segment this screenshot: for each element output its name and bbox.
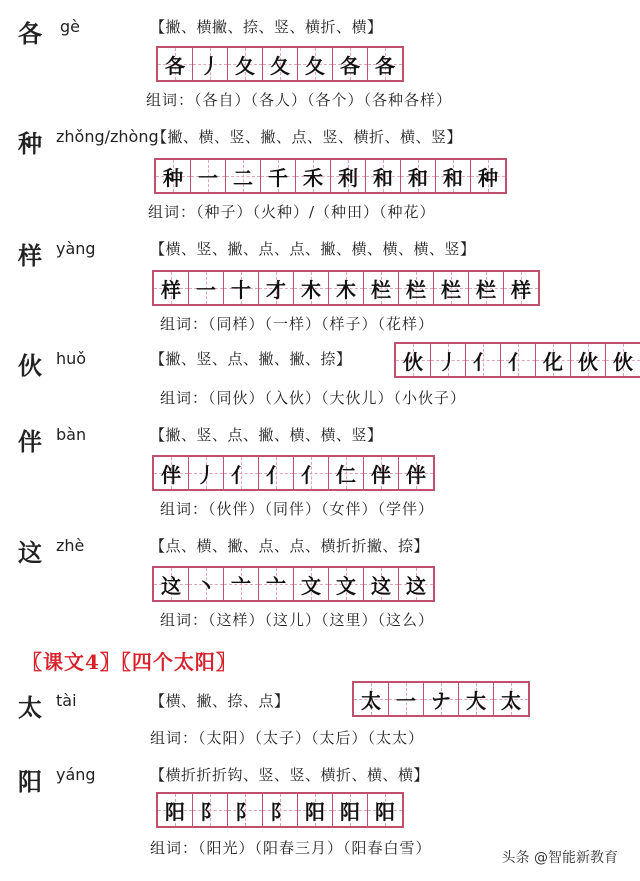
stroke-grid [156, 46, 404, 82]
stroke-cell: 亻 [501, 344, 536, 376]
stroke-cell: 阝 [263, 794, 298, 826]
stroke-cell: 丶 [189, 568, 224, 600]
stroke-cell: 和 [401, 160, 436, 192]
stroke-cell: 亠 [259, 568, 294, 600]
stroke-cell: 十 [224, 272, 259, 304]
stroke-cell: 伴 [364, 457, 399, 489]
headword: 伴 [18, 427, 42, 456]
stroke-order: 【撇、横撇、捺、竖、横折、横】 [150, 18, 383, 36]
stroke-cell: 丿 [193, 48, 228, 80]
word-list: 组词：（同样）（一样）（样子）（花样） [160, 315, 435, 333]
stroke-grid [394, 342, 640, 378]
stroke-order: 【撇、横、竖、撇、点、竖、横折、横、竖】 [152, 128, 463, 146]
stroke-cell: 太 [494, 683, 528, 715]
stroke-cell: 千 [261, 160, 296, 192]
word-list: 组词：（太阳）（太子）（太后）（太太） [150, 729, 425, 747]
stroke-grid [152, 270, 540, 306]
stroke-cell: 亻 [466, 344, 501, 376]
stroke-cell: 栏 [399, 272, 434, 304]
stroke-cell: 伴 [154, 457, 189, 489]
stroke-cell: 栏 [364, 272, 399, 304]
stroke-cell: 亻 [224, 457, 259, 489]
stroke-cell: 仁 [329, 457, 364, 489]
stroke-cell: 化 [536, 344, 571, 376]
stroke-cell: 栏 [434, 272, 469, 304]
stroke-grid [152, 455, 435, 491]
pinyin: zhǒng/zhòng [56, 127, 159, 146]
stroke-cell: 这 [364, 568, 399, 600]
stroke-cell: 各 [158, 48, 193, 80]
headword: 各 [18, 19, 42, 48]
stroke-cell: 大 [459, 683, 494, 715]
stroke-cell: 才 [259, 272, 294, 304]
stroke-cell: 阳 [158, 794, 193, 826]
stroke-cell: 亠 [224, 568, 259, 600]
stroke-order: 【点、横、撇、点、点、横折折撇、捺】 [150, 537, 430, 555]
stroke-cell: 文 [294, 568, 329, 600]
pinyin: gè [60, 17, 80, 36]
stroke-cell: 亻 [259, 457, 294, 489]
stroke-cell: 伙 [571, 344, 606, 376]
stroke-cell: 夂 [263, 48, 298, 80]
stroke-cell: 样 [504, 272, 538, 304]
stroke-cell: 禾 [296, 160, 331, 192]
stroke-grid [152, 566, 435, 602]
stroke-cell: 阳 [333, 794, 368, 826]
pinyin: yàng [56, 239, 96, 258]
stroke-order: 【横、撇、捺、点】 [150, 692, 290, 710]
lesson-heading: 〖课文4〗〖四个太阳〗 [22, 650, 237, 674]
stroke-order: 【撇、竖、点、撇、撇、捺】 [150, 350, 352, 368]
stroke-cell: 种 [156, 160, 191, 192]
pinyin: huǒ [56, 349, 87, 368]
headword: 样 [18, 241, 42, 270]
headword: 太 [18, 693, 42, 722]
word-list: 组词：（伙伴）（同伴）（女伴）（学伴） [160, 500, 435, 518]
stroke-grid [352, 681, 530, 717]
stroke-cell: 一 [189, 272, 224, 304]
pinyin: tài [56, 691, 77, 710]
stroke-cell: 和 [436, 160, 471, 192]
stroke-cell: 和 [366, 160, 401, 192]
stroke-cell: 这 [399, 568, 433, 600]
watermark: 头条 @智能新教育 [501, 850, 618, 866]
headword: 伙 [18, 351, 42, 380]
stroke-cell: 二 [226, 160, 261, 192]
stroke-cell: 阳 [368, 794, 402, 826]
word-list: 组词：（这样）（这儿）（这里）（这么） [160, 611, 435, 629]
stroke-cell: ナ [424, 683, 459, 715]
stroke-grid [156, 792, 404, 828]
stroke-cell: 阝 [193, 794, 228, 826]
stroke-cell: 种 [471, 160, 505, 192]
stroke-cell: 伴 [399, 457, 433, 489]
stroke-cell: 栏 [469, 272, 504, 304]
stroke-cell: 伙 [396, 344, 431, 376]
stroke-cell: 夂 [298, 48, 333, 80]
stroke-cell: 一 [191, 160, 226, 192]
stroke-cell: 丿 [431, 344, 466, 376]
stroke-cell: 利 [331, 160, 366, 192]
stroke-cell: 各 [368, 48, 402, 80]
stroke-cell: 阝 [228, 794, 263, 826]
word-list: 组词：（各自）（各人）（各个）（各种各样） [146, 91, 453, 109]
stroke-order: 【撇、竖、点、撇、横、横、竖】 [150, 426, 383, 444]
stroke-cell: 夂 [228, 48, 263, 80]
stroke-cell: 各 [333, 48, 368, 80]
stroke-cell: 丿 [189, 457, 224, 489]
word-list: 组词：（同伙）（入伙）（大伙儿）（小伙子） [160, 389, 467, 407]
stroke-cell: 亻 [294, 457, 329, 489]
stroke-cell: 文 [329, 568, 364, 600]
stroke-cell: 太 [354, 683, 389, 715]
headword: 这 [18, 538, 42, 567]
pinyin: yáng [56, 765, 96, 784]
word-list: 组词：（阳光）（阳春三月）（阳春白雪） [150, 839, 432, 857]
stroke-cell: 这 [154, 568, 189, 600]
stroke-order: 【横、竖、撇、点、点、撇、横、横、横、竖】 [150, 240, 476, 258]
headword: 种 [18, 129, 42, 158]
word-list: 组词：（种子）（火种）/（种田）（种花） [148, 203, 436, 221]
stroke-grid [154, 158, 507, 194]
pinyin: bàn [56, 425, 87, 444]
stroke-cell: 一 [389, 683, 424, 715]
stroke-order: 【横折折折钩、竖、竖、横折、横、横】 [150, 766, 430, 784]
stroke-cell: 阳 [298, 794, 333, 826]
stroke-cell: 木 [329, 272, 364, 304]
stroke-cell: 伙 [606, 344, 640, 376]
pinyin: zhè [56, 536, 85, 555]
stroke-cell: 木 [294, 272, 329, 304]
stroke-cell: 样 [154, 272, 189, 304]
headword: 阳 [18, 767, 42, 796]
